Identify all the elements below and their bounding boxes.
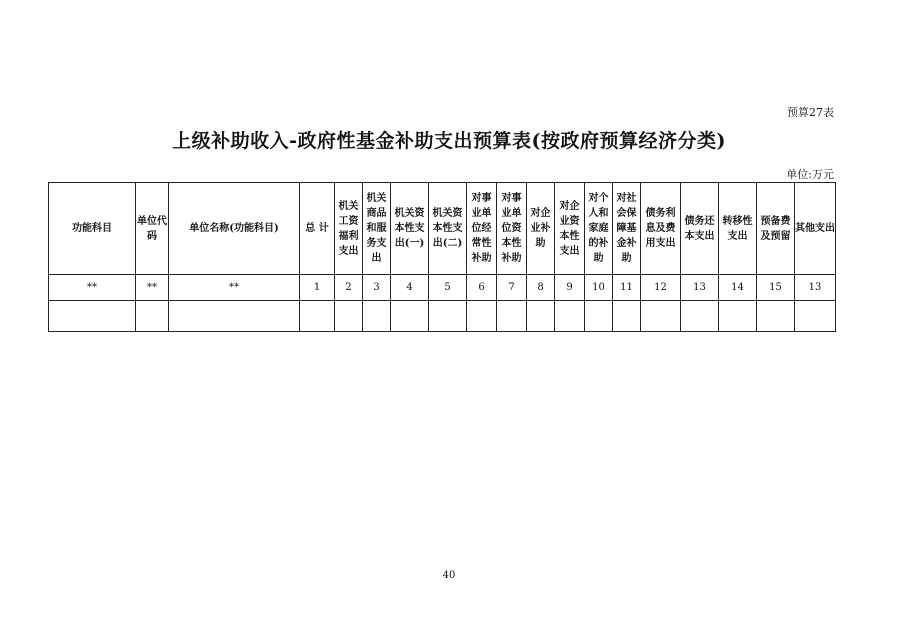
index-cell: 1 [300, 275, 335, 301]
column-header [391, 183, 429, 275]
index-cell: 4 [391, 275, 429, 301]
index-cell: 3 [363, 275, 391, 301]
column-header-line: 和服 [366, 223, 387, 234]
data-cell [585, 301, 613, 332]
column-header-line: 本性 [559, 230, 580, 242]
column-header [613, 183, 641, 275]
column-header-line: 商品 [366, 208, 387, 219]
column-header-line: 本支出 [684, 230, 715, 242]
column-header-line: 会保 [616, 208, 637, 219]
column-header-line: 债务还 [684, 215, 715, 227]
index-cell: 12 [641, 275, 681, 301]
column-header-line: 及预留 [760, 230, 791, 242]
column-header-line: 家庭 [588, 223, 609, 234]
column-header [363, 183, 391, 275]
column-header-line: 补助 [501, 253, 522, 264]
column-header-line: 补助 [471, 253, 492, 264]
column-header-line: 码 [147, 230, 157, 242]
column-header-line: 支出 [338, 245, 359, 257]
data-cell [169, 301, 300, 332]
column-header-line: 机关资 [432, 208, 463, 219]
index-cell: 14 [719, 275, 757, 301]
index-cell: 13 [795, 275, 836, 301]
column-header [641, 183, 681, 275]
data-cell [363, 301, 391, 332]
column-header-line: 对社 [616, 193, 637, 204]
index-cell: 11 [613, 275, 641, 301]
data-cell [527, 301, 555, 332]
column-header-line: 业资 [559, 215, 580, 227]
column-header-line: 助 [593, 253, 604, 264]
column-header [681, 183, 719, 275]
column-header-line: 单位名称(功能科目) [189, 223, 279, 234]
column-header [719, 183, 757, 275]
column-header-line: 对事 [501, 193, 522, 204]
column-header-line: 助 [621, 253, 632, 264]
column-header-line: 的补 [588, 238, 609, 249]
index-cell: 15 [757, 275, 795, 301]
index-cell: 9 [555, 275, 585, 301]
unit-label: 单位:万元 [786, 168, 834, 181]
column-header-line: 障基 [616, 223, 637, 234]
column-header-line: 人和 [588, 208, 609, 219]
column-header-line: 福利 [338, 230, 359, 242]
data-cell [641, 301, 681, 332]
data-cell [757, 301, 795, 332]
report-code: 预算27表 [787, 106, 834, 119]
data-cell [391, 301, 429, 332]
column-header [136, 183, 169, 275]
page-title: 上级补助收入-政府性基金补助支出预算表(按政府预算经济分类) [172, 130, 726, 152]
column-header-line: 对企 [559, 200, 580, 212]
column-header-line: 转移性 [722, 215, 753, 227]
data-cell [497, 301, 527, 332]
column-header-line: 单位代 [137, 215, 167, 227]
data-cell [335, 301, 363, 332]
column-header-line: 机关 [338, 200, 359, 212]
column-header-line: 位经 [471, 223, 492, 234]
column-header-line: 机关 [366, 193, 387, 204]
column-header-line: 务支 [366, 238, 387, 249]
column-header-line: 本性支 [394, 223, 425, 234]
index-cell: 13 [681, 275, 719, 301]
index-cell: 2 [335, 275, 363, 301]
column-header-line: 对企 [530, 208, 551, 219]
index-row [49, 275, 836, 301]
column-header-line: 功能科目 [72, 223, 112, 234]
column-header-line: 对个 [588, 193, 609, 204]
column-header-line: 工资 [338, 215, 359, 227]
data-cell [136, 301, 169, 332]
index-cell: 7 [497, 275, 527, 301]
column-header-line: 其他支出 [795, 223, 835, 234]
column-header-line: 助 [535, 238, 546, 249]
data-cell [429, 301, 467, 332]
data-cell [795, 301, 836, 332]
index-cell: 8 [527, 275, 555, 301]
column-header [757, 183, 795, 275]
index-cell: 10 [585, 275, 613, 301]
column-header-line: 息及费 [645, 223, 676, 234]
data-cell [719, 301, 757, 332]
column-header-line: 支出 [559, 245, 580, 257]
index-cell: 5 [429, 275, 467, 301]
column-header-line: 对事 [471, 193, 492, 204]
data-cell [300, 301, 335, 332]
column-header-line: 出(二) [432, 238, 463, 249]
column-header-line: 本性支 [432, 223, 463, 234]
column-header [429, 183, 467, 275]
column-header [49, 183, 136, 275]
header-row [49, 183, 836, 275]
column-header-line: 业单 [501, 208, 522, 219]
data-cell [467, 301, 497, 332]
column-header-line: 业补 [530, 223, 551, 234]
column-header-line: 业单 [471, 208, 492, 219]
column-header-line: 常性 [471, 238, 492, 249]
budget-table [48, 182, 836, 332]
column-header-line: 债务利 [645, 208, 676, 219]
column-header-line: 支出 [727, 230, 748, 242]
data-cell [49, 301, 136, 332]
column-header [169, 183, 300, 275]
column-header-line: 用支出 [645, 238, 676, 249]
page-number: 40 [442, 570, 456, 581]
column-header [527, 183, 555, 275]
column-header-line: 机关资 [394, 208, 425, 219]
column-header [585, 183, 613, 275]
column-header [300, 183, 335, 275]
empty-data-row [49, 301, 836, 332]
column-header [497, 183, 527, 275]
data-cell [613, 301, 641, 332]
column-header-line: 位资 [501, 223, 522, 234]
column-header-line: 总 计 [305, 223, 329, 234]
index-cell: ** [49, 275, 136, 301]
column-header-line: 预备费 [760, 215, 791, 227]
index-cell: ** [169, 275, 300, 301]
data-cell [681, 301, 719, 332]
column-header [795, 183, 836, 275]
data-cell [555, 301, 585, 332]
column-header [335, 183, 363, 275]
column-header-line: 本性 [501, 238, 522, 249]
column-header [467, 183, 497, 275]
index-cell: 6 [467, 275, 497, 301]
column-header-line: 金补 [616, 238, 637, 249]
column-header-line: 出(一) [394, 238, 425, 249]
index-cell: ** [136, 275, 169, 301]
column-header-line: 出 [371, 253, 382, 264]
column-header [555, 183, 585, 275]
